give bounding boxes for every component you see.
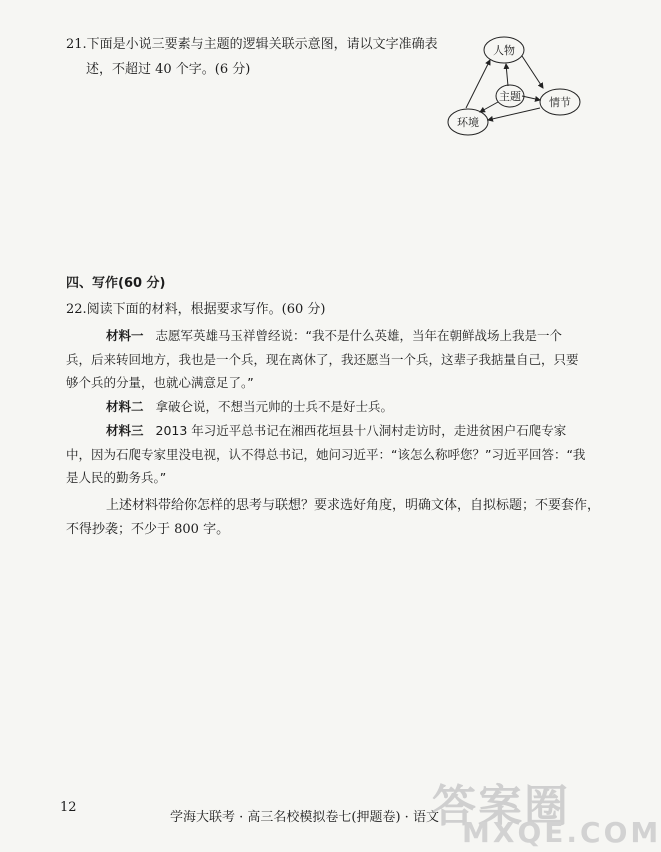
edge-theme-character — [506, 64, 508, 86]
material-3-line-1 — [106, 421, 566, 439]
requirement-line-1: 上述材料带给你怎样的思考与联想？要求选好角度，明确文体，自拟标题；不要套作， — [106, 498, 601, 513]
edge-plot-environment — [488, 108, 540, 120]
material-1-line-2: 兵，后来转回地方，我也是一个兵，现在离休了，我还愿当一个兵，这辈子我掂量自己，只要 — [66, 352, 579, 367]
material-2-line — [106, 397, 393, 415]
node-environment-label: 环境 — [457, 116, 479, 129]
material-3-line-3: 是人民的勤务兵。” — [66, 470, 167, 485]
material-2-label: 材料二 — [106, 399, 144, 414]
requirement-line-2: 不得抄袭；不少于 800 字。 — [66, 522, 230, 537]
watermark-url: MXQE.COM — [462, 816, 661, 849]
question-22-prompt: 22.阅读下面的材料，根据要求写作。(60 分) — [66, 302, 326, 317]
section-4-title: 四、写作(60 分) — [66, 276, 166, 291]
question-21-line-2: 述，不超过 40 个字。(6 分) — [86, 62, 251, 77]
logic-diagram — [440, 30, 590, 140]
material-1-text: 志愿军英雄马玉祥曾经说：“我不是什么英雄，当年在朝鲜战场上我是一个 — [155, 328, 562, 343]
material-1-line-3: 够个兵的分量，也就心满意足了。” — [66, 375, 254, 390]
question-21-line-1: 21.下面是小说三要素与主题的逻辑关联示意图，请以文字准确表 — [66, 37, 438, 52]
material-1-label: 材料一 — [106, 328, 144, 343]
material-1-line-1 — [106, 326, 562, 344]
edge-theme-environment — [480, 102, 498, 112]
watermark-logo: 答案圈 — [432, 781, 570, 832]
material-2-text: 拿破仑说，不想当元帅的士兵不是好士兵。 — [155, 399, 394, 414]
material-3-text: 2013 年习近平总书记在湘西花垣县十八洞村走访时，走进贫困户石爬专家 — [155, 423, 567, 438]
material-3-line-2: 中，因为石爬专家里没电视，认不得总书记，她问习近平：“该怎么称呼您？”习近平回答：“我 — [66, 447, 586, 462]
node-character-label: 人物 — [493, 44, 515, 57]
material-3-label: 材料三 — [106, 423, 144, 438]
edge-theme-plot — [522, 96, 540, 100]
edge-environment-character — [466, 60, 490, 108]
edge-character-plot — [522, 56, 543, 88]
page-number: 12 — [60, 800, 77, 815]
footer-text: 学海大联考 · 高三名校模拟卷七(押题卷) · 语文 — [170, 810, 439, 825]
node-theme-label: 主题 — [499, 90, 521, 103]
node-plot-label: 情节 — [549, 96, 571, 109]
